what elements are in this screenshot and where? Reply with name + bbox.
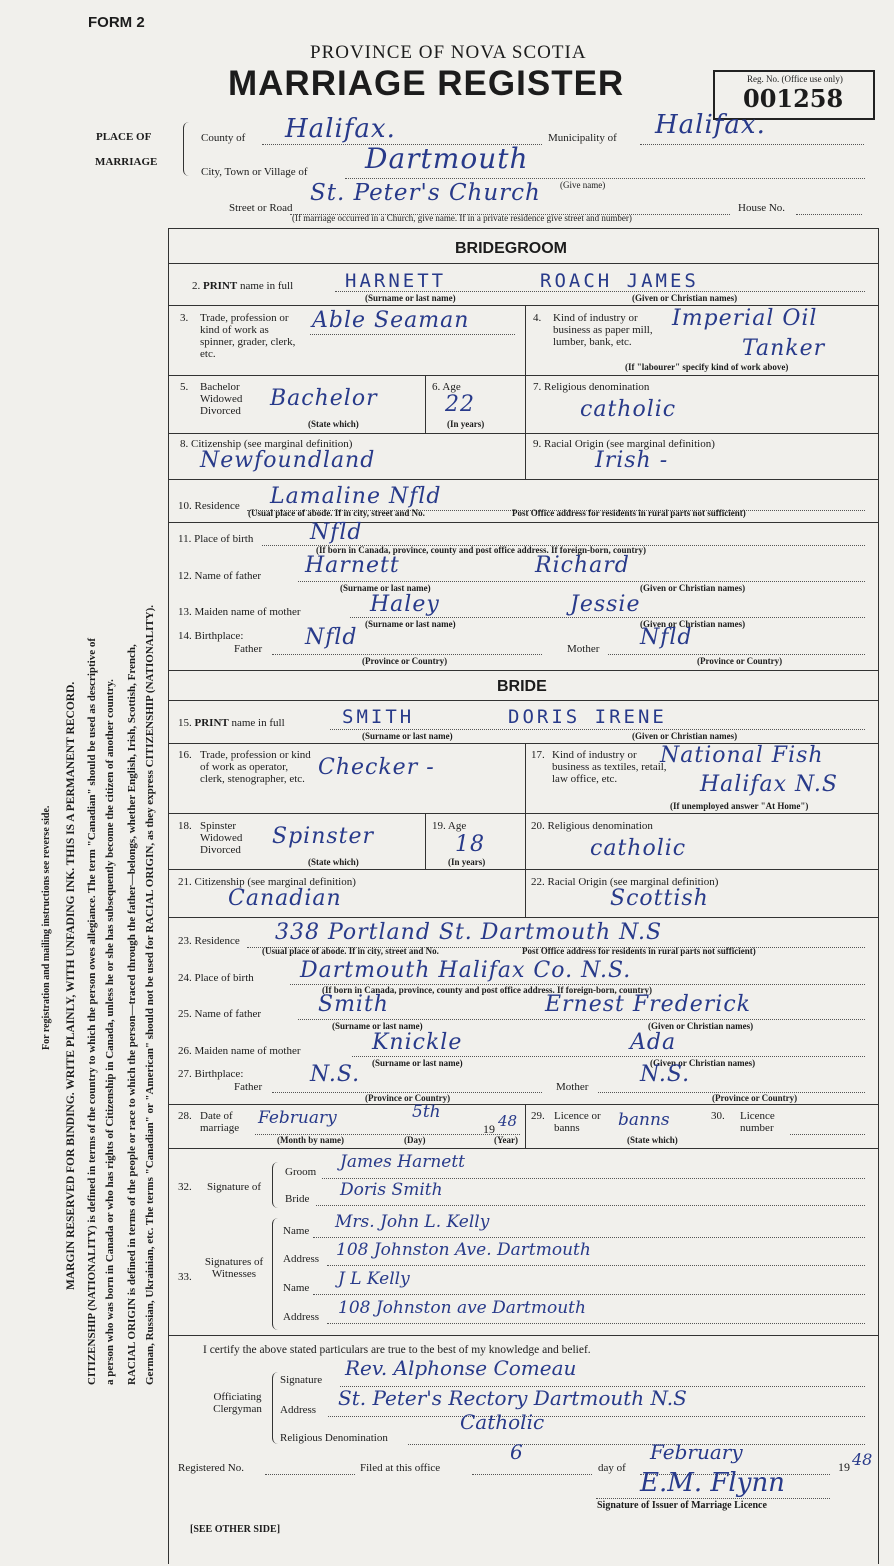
f14-cap-1: (Province or Country) bbox=[362, 656, 448, 666]
give-name-caption: (Give name) bbox=[560, 180, 606, 190]
f12-cap-2: (Given or Christian names) bbox=[640, 583, 746, 593]
bride-trade: Checker - bbox=[318, 755, 435, 780]
f2-cap-surname: (Surname or last name) bbox=[365, 293, 456, 303]
f32-label: Signature of bbox=[206, 1181, 262, 1193]
clergy-religion: Catholic bbox=[460, 1410, 545, 1434]
bride-religion: catholic bbox=[590, 836, 687, 861]
marriage-year-prefix: 19 bbox=[483, 1122, 495, 1136]
w1-address-label: Address bbox=[283, 1253, 320, 1265]
groom-industry-2: Tanker bbox=[742, 336, 826, 361]
f13-cap-1: (Surname or last name) bbox=[365, 619, 456, 629]
f2-label: name in full bbox=[239, 280, 294, 292]
w2-name-label: Name bbox=[283, 1282, 310, 1294]
f18-label: Spinster Widowed Divorced bbox=[200, 820, 243, 856]
f11-label: Place of birth bbox=[194, 533, 254, 545]
witness1-address: 108 Johnston Ave. Dartmouth bbox=[336, 1240, 591, 1260]
bride-birthplace: Dartmouth Halifax Co. N.S. bbox=[300, 958, 632, 983]
clergy-address-label: Address bbox=[280, 1404, 317, 1416]
groom-mother-given: Jessie bbox=[570, 592, 641, 617]
f27-label: Birthplace: bbox=[194, 1068, 244, 1080]
groom-mother-surname: Haley bbox=[370, 592, 440, 617]
groom-father-given: Richard bbox=[535, 553, 630, 578]
f27-father-label: Father bbox=[234, 1081, 263, 1093]
marriage-day: 5th bbox=[412, 1102, 441, 1122]
filed-year-prefix: 19 bbox=[838, 1460, 850, 1474]
f26-cap-1: (Surname or last name) bbox=[372, 1058, 463, 1068]
province-title: PROVINCE OF NOVA SCOTIA bbox=[310, 42, 587, 63]
f24-label: Place of birth bbox=[194, 972, 254, 984]
clergy-label: Officiating Clergyman bbox=[213, 1391, 262, 1415]
f24-cap: (If born in Canada, province, county and post office address. If foreign-born, country) bbox=[322, 985, 653, 995]
groom-marital-status: Bachelor bbox=[270, 386, 378, 411]
bride-surname: SMITH bbox=[342, 706, 415, 728]
clergy-signature: Rev. Alphonse Comeau bbox=[345, 1356, 577, 1380]
registered-no-label: Registered No. bbox=[178, 1462, 244, 1474]
reg-number-label: Reg. No. (Office use only) bbox=[747, 74, 843, 84]
bride-father-birthplace: N.S. bbox=[310, 1062, 361, 1087]
filed-year: 48 bbox=[852, 1450, 873, 1469]
w2-address-label: Address bbox=[283, 1311, 320, 1323]
municipality-value: Halifax. bbox=[655, 110, 766, 140]
clergy-address: St. Peter's Rectory Dartmouth N.S bbox=[338, 1386, 687, 1410]
groom-father-birthplace: Nfld bbox=[305, 625, 358, 650]
f13-cap-2: (Given or Christian names) bbox=[640, 619, 746, 629]
bride-industry-2: Halifax N.S bbox=[700, 772, 838, 797]
f33-num: 33. bbox=[178, 1271, 192, 1283]
f2-num: 2. bbox=[192, 280, 201, 292]
f28-label: Date of marriage bbox=[200, 1110, 240, 1134]
groom-sig-label: Groom bbox=[285, 1166, 317, 1178]
f25-cap-2: (Given or Christian names) bbox=[648, 1021, 754, 1031]
clergy-religion-label: Religious Denomination bbox=[280, 1432, 388, 1444]
f19-cap: (In years) bbox=[448, 857, 486, 867]
f15-print: PRINT bbox=[194, 717, 229, 729]
reg-number: 001258 bbox=[743, 84, 844, 113]
f12-label: Name of father bbox=[194, 570, 262, 582]
f28-cap-day: (Day) bbox=[404, 1135, 426, 1145]
bride-signature: Doris Smith bbox=[340, 1180, 443, 1200]
f25-label: Name of father bbox=[194, 1008, 262, 1020]
f13-label: Maiden name of mother bbox=[194, 606, 301, 618]
f17-cap: (If unemployed answer "At Home") bbox=[670, 801, 809, 811]
f33-label: Signatures of Witnesses bbox=[204, 1256, 264, 1280]
bride-citizenship: Canadian bbox=[228, 886, 342, 911]
margin-racial-def: RACIAL ORIGIN is defined in terms of the people or race to which the person—traced through the father—belongs, whether English, Irish, Scottish, French, bbox=[126, 644, 138, 1385]
f6-label: Age bbox=[442, 381, 461, 393]
groom-birthplace: Nfld bbox=[310, 520, 363, 545]
groom-racial-origin: Irish - bbox=[595, 448, 669, 473]
f23-cap-2: Post Office address for residents in rural parts not sufficient) bbox=[522, 946, 756, 956]
house-line bbox=[796, 214, 862, 215]
f2-print: PRINT bbox=[203, 280, 238, 292]
margin-instructions: For registration and mailing instructions see reverse side. bbox=[41, 805, 52, 1050]
bride-marital-status: Spinster bbox=[272, 824, 375, 849]
groom-trade: Able Seaman bbox=[312, 308, 470, 333]
bride-father-surname: Smith bbox=[318, 992, 389, 1017]
f14-father-label: Father bbox=[234, 643, 263, 655]
f26-cap-2: (Given or Christian names) bbox=[650, 1058, 756, 1068]
f15-cap-1: (Surname or last name) bbox=[362, 731, 453, 741]
w1-name-label: Name bbox=[283, 1225, 310, 1237]
filed-month: February bbox=[650, 1440, 743, 1464]
f27-cap-1: (Province or Country) bbox=[365, 1093, 451, 1103]
f10-label: Residence bbox=[194, 500, 240, 512]
groom-father-surname: Harnett bbox=[305, 553, 400, 578]
bride-mother-surname: Knickle bbox=[372, 1030, 463, 1055]
marriage-month: February bbox=[258, 1108, 337, 1128]
f7-label: Religious denomination bbox=[544, 381, 650, 393]
margin-racial-def-2: German, Russian, Ukrainian, etc. The terms "Canadian" or "American" should not be used for RACIAL ORIGIN, as they express CITIZENSHIP (NATIONALITY). bbox=[144, 604, 156, 1385]
city-label: City, Town or Village of bbox=[201, 166, 308, 178]
f28-cap-month: (Month by name) bbox=[277, 1135, 344, 1145]
bride-mother-birthplace: N.S. bbox=[640, 1062, 691, 1087]
groom-given-names: ROACH JAMES bbox=[540, 270, 699, 292]
clergy-sig-label: Signature bbox=[280, 1374, 323, 1386]
bride-given-names: DORIS IRENE bbox=[508, 706, 667, 728]
f27-cap-2: (Province or Country) bbox=[712, 1093, 798, 1103]
groom-signature: James Harnett bbox=[340, 1152, 466, 1172]
f9-label: Racial Origin (see marginal definition) bbox=[544, 438, 715, 450]
f4-cap: (If "labourer" specify kind of work above) bbox=[625, 362, 789, 372]
f14-mother-label: Mother bbox=[567, 643, 600, 655]
county-value: Halifax. bbox=[285, 114, 396, 144]
county-label: County of bbox=[201, 132, 246, 144]
bride-mother-given: Ada bbox=[630, 1030, 677, 1055]
f10-cap-2: Post Office address for residents in rural parts not sufficient) bbox=[512, 508, 746, 518]
groom-mother-birthplace: Nfld bbox=[640, 625, 693, 650]
f23-cap-1: (Usual place of abode. If in city, street and No. bbox=[262, 946, 439, 956]
street-note: (If marriage occurred in a Church, give name. If in a private residence give street and number) bbox=[292, 213, 632, 223]
f26-label: Maiden name of mother bbox=[194, 1045, 301, 1057]
margin-citizenship-def: CITIZENSHIP (NATIONALITY) is defined in terms of the country to which the person owes allegiance. The term "Canadian" should be used as descriptive of bbox=[86, 637, 98, 1385]
f23-label: Residence bbox=[194, 935, 240, 947]
issuer-signature: E.M. Flynn bbox=[640, 1468, 785, 1498]
page-title: MARRIAGE REGISTER bbox=[228, 64, 625, 103]
filed-day: 6 bbox=[510, 1440, 523, 1464]
f18-cap: (State which) bbox=[308, 857, 359, 867]
f25-cap-1: (Surname or last name) bbox=[332, 1021, 423, 1031]
f22-label: Racial Origin (see marginal definition) bbox=[547, 876, 719, 888]
bride-father-given: Ernest Frederick bbox=[545, 992, 751, 1017]
groom-age: 22 bbox=[445, 392, 475, 417]
witness1-name: Mrs. John L. Kelly bbox=[335, 1212, 490, 1232]
f8-label: Citizenship (see marginal definition) bbox=[191, 438, 353, 450]
bridegroom-heading: BRIDEGROOM bbox=[455, 240, 567, 257]
margin-citizenship-def-2: a person who was born in Canada or who has rights of Citizenship in Canada, unless he or she has subsequently become the citizen of another country. bbox=[104, 679, 116, 1385]
house-label: House No. bbox=[738, 202, 786, 214]
f28-cap-year: (Year) bbox=[494, 1135, 518, 1145]
f10-cap-1: (Usual place of abode. If in city, street and No. bbox=[248, 508, 425, 518]
f17-label: Kind of industry or business as textiles, retail, law office, etc. bbox=[552, 749, 667, 785]
f12-cap-1: (Surname or last name) bbox=[340, 583, 431, 593]
f30-label: Licence number bbox=[740, 1110, 775, 1134]
groom-citizenship: Newfoundland bbox=[200, 448, 376, 473]
street-value: St. Peter's Church bbox=[310, 180, 541, 206]
bride-racial-origin: Scottish bbox=[610, 886, 709, 911]
f27-mother-label: Mother bbox=[556, 1081, 589, 1093]
bride-heading: BRIDE bbox=[497, 678, 547, 695]
f11-cap: (If born in Canada, province, county and post office address. If foreign-born, country) bbox=[316, 545, 647, 555]
issuer-label: Signature of Issuer of Marriage Licence bbox=[597, 1500, 767, 1511]
f14-label: Birthplace: bbox=[194, 630, 244, 642]
city-value: Dartmouth bbox=[365, 142, 529, 175]
licence-or-banns: banns bbox=[618, 1110, 670, 1130]
place-label-2: MARRIAGE bbox=[95, 156, 158, 168]
place-label-1: PLACE OF bbox=[96, 131, 152, 143]
groom-industry: Imperial Oil bbox=[672, 306, 818, 331]
street-label: Street or Road bbox=[229, 202, 293, 214]
f4-label: Kind of industry or business as paper mill, lumber, bank, etc. bbox=[553, 312, 653, 348]
footer-see-other-side: [SEE OTHER SIDE] bbox=[190, 1524, 281, 1535]
groom-surname: HARNETT bbox=[345, 270, 447, 292]
f16-label: Trade, profession or kind of work as operator, clerk, stenographer, etc. bbox=[200, 749, 311, 785]
bride-age: 18 bbox=[455, 832, 485, 857]
day-of-label: day of bbox=[598, 1462, 626, 1474]
bride-industry: National Fish bbox=[660, 743, 824, 768]
municipality-label: Municipality of bbox=[548, 132, 617, 144]
groom-religion: catholic bbox=[580, 397, 677, 422]
bride-sig-label: Bride bbox=[285, 1193, 310, 1205]
groom-residence: Lamaline Nfld bbox=[270, 484, 442, 509]
filed-label: Filed at this office bbox=[360, 1462, 441, 1474]
f21-label: Citizenship (see marginal definition) bbox=[194, 876, 356, 888]
f15-label: name in full bbox=[231, 717, 285, 729]
marriage-year: 48 bbox=[498, 1112, 518, 1130]
witness2-name: J L Kelly bbox=[338, 1269, 410, 1289]
witness2-address: 108 Johnston ave Dartmouth bbox=[338, 1298, 586, 1318]
city-line bbox=[345, 178, 865, 179]
f29-cap: (State which) bbox=[627, 1135, 678, 1145]
f15-cap-2: (Given or Christian names) bbox=[632, 731, 738, 741]
margin-binding-notice: MARGIN RESERVED FOR BINDING. WRITE PLAINLY, WITH UNFADING INK. THIS IS A PERMANENT RECORD. bbox=[65, 681, 77, 1290]
f32-num: 32. bbox=[178, 1181, 192, 1193]
f5-cap: (State which) bbox=[308, 419, 359, 429]
f20-label: Religious denomination bbox=[547, 820, 653, 832]
f3-label: Trade, profession or kind of work as spinner, grader, clerk, etc. bbox=[200, 312, 296, 360]
f2-cap-given: (Given or Christian names) bbox=[632, 293, 738, 303]
bride-residence: 338 Portland St. Dartmouth N.S bbox=[275, 920, 663, 945]
form-id: FORM 2 bbox=[88, 14, 145, 31]
municipality-line bbox=[640, 144, 864, 145]
f6-cap: (In years) bbox=[447, 419, 485, 429]
certify-statement: I certify the above stated particulars are true to the best of my knowledge and belief. bbox=[203, 1344, 591, 1356]
f29-label: Licence or banns bbox=[554, 1110, 601, 1134]
place-brace bbox=[183, 122, 194, 176]
f19-label: Age bbox=[447, 820, 467, 832]
f5-label: Bachelor Widowed Divorced bbox=[200, 381, 243, 417]
f14-cap-2: (Province or Country) bbox=[697, 656, 783, 666]
